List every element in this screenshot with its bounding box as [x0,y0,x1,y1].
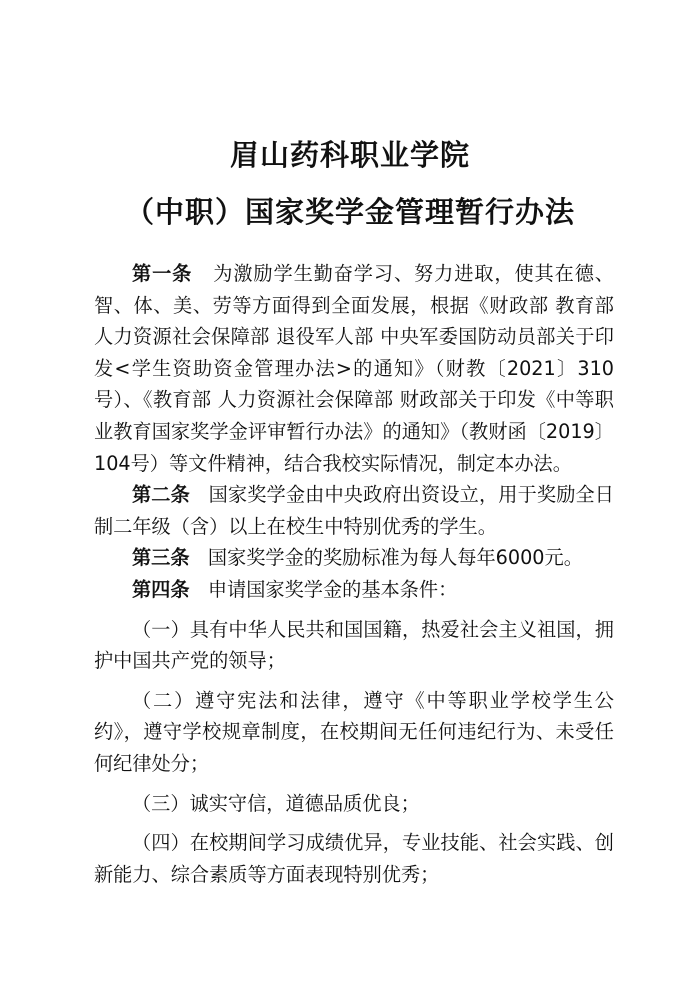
document-title-regulation: （中职）国家奖学金管理暂行办法 [124,195,575,229]
article-3-heading: 第三条 [132,546,190,570]
article-2-heading: 第二条 [132,483,190,507]
article-1 [94,258,614,479]
article-4 [94,574,614,606]
document-body [94,258,614,890]
condition-item: （四）在校期间学习成绩优异，专业技能、社会实践、创新能力、综合素质等方面表现特别优秀； [94,831,614,886]
article-3 [94,542,614,574]
article-4-heading: 第四条 [132,577,190,601]
article-1-heading: 第一条 [132,262,193,285]
condition-item: （三）诚实守信，道德品质优良； [132,791,420,815]
condition-item: （二）遵守宪法和法律，遵守《中等职业学校学生公约》，遵守学校规章制度，在校期间无任何违纪行为、未受任何纪律处分； [94,688,614,775]
article-2 [94,479,614,542]
condition-item: （一）具有中华人民共和国国籍，热爱社会主义祖国，拥护中国共产党的领导； [94,617,614,673]
article-4-text: 申请国家奖学金的基本条件： [207,577,458,601]
article-3-text: 国家奖学金的奖励标准为每人每年6000元。 [207,546,583,570]
article-2-text: 国家奖学金由中央政府出资设立，用于奖励全日制二年级（含）以上在校生中特别优秀的学生。 [94,483,614,538]
article-1-text: 为激励学生勤奋学习、努力进取，使其在德、智、体、美、劳等方面得到全面发展，根据《财政部 教育部 人力资源社会保障部 退役军人部 中央军委国防动员部关于印发<学生资助资金管理办法>的通知》（财教〔2021〕310号）、《教育部 人力资源社会保障部 财政部关于印发《中等职业教育国家奖学金评审暂行办法》的通知》（教财函〔2019〕104号）等文件精神，结合我校实际情况，制定本办法。 [94,262,614,475]
document-title-institution: 眉山药科职业学院 [229,138,470,172]
